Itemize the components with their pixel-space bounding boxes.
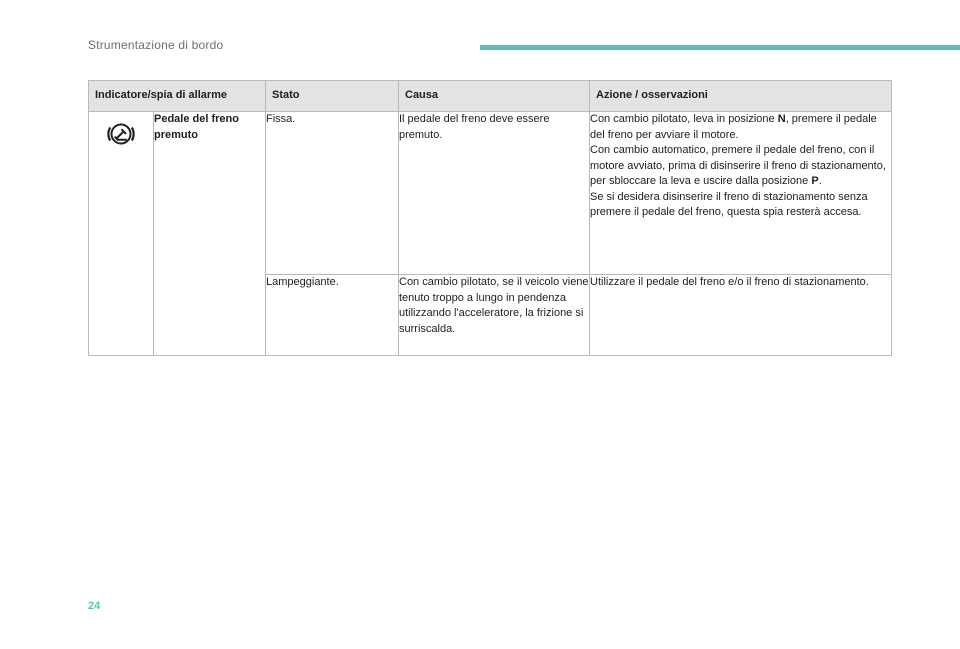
row2-stato: Lampeggiante. (266, 275, 399, 356)
header-azione: Azione / osservazioni (590, 81, 892, 112)
row2-azione: Utilizzare il pedale del freno e/o il freno di stazionamento. (590, 275, 892, 356)
header-accent-bar (480, 45, 960, 50)
indicator-icon-cell (89, 112, 154, 356)
brake-pedal-warning-icon (89, 118, 153, 150)
row1-causa: Il pedale del freno deve essere premuto. (399, 112, 590, 275)
page-section-title: Strumentazione di bordo (88, 38, 224, 52)
azione-paragraph-3: Se si desidera disinserire il freno di stazionamento senza premere il pedale del freno, questa spia resterà accesa. (590, 190, 868, 218)
warning-lights-table (88, 80, 892, 356)
row2-causa: Con cambio pilotato, se il veicolo viene tenuto troppo a lungo in pendenza utilizzando l'acceleratore, la frizione si surriscalda. (399, 275, 590, 356)
header-causa: Causa (399, 81, 590, 112)
table-header-row (89, 81, 892, 112)
header-stato: Stato (266, 81, 399, 112)
azione-paragraph-2: Con cambio automatico, premere il pedale del freno, con il motore avviato, prima di disinserire il freno di stazionamento, per sbloccare la leva e uscire dalla posizione P. (590, 144, 886, 187)
row1-stato: Fissa. (266, 112, 399, 275)
azione-paragraph-1: Con cambio pilotato, leva in posizione N, premere il pedale del freno per avviare il motore. (590, 113, 877, 141)
header-indicator: Indicatore/spia di allarme (89, 81, 266, 112)
row1-azione (590, 112, 892, 275)
indicator-name: Pedale del freno premuto (154, 112, 266, 356)
page-number: 24 (88, 600, 101, 612)
table-row (89, 112, 892, 275)
